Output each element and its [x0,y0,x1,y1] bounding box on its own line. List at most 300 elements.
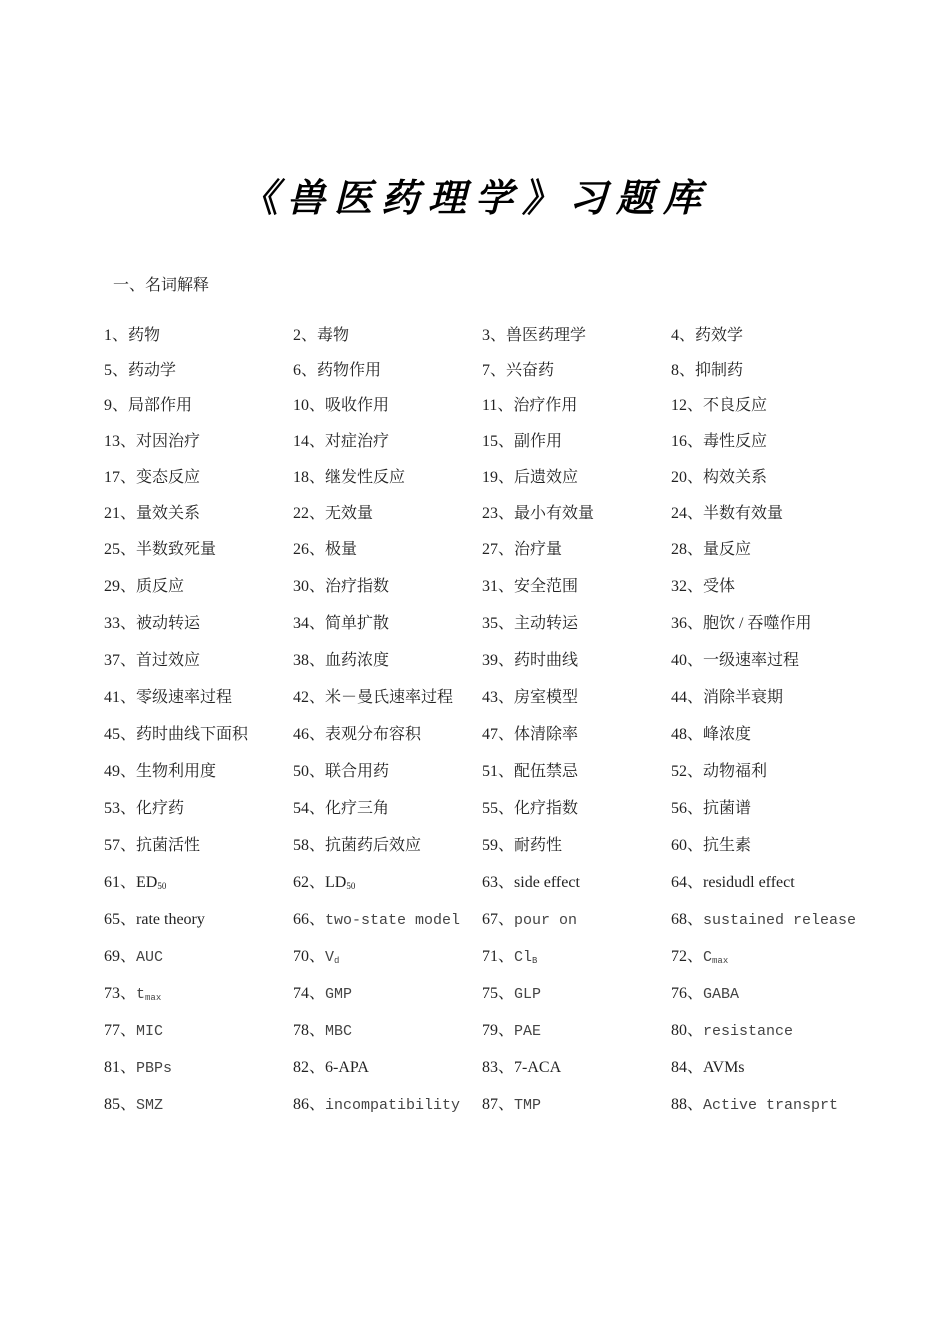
section-heading: 一、名词解释 [113,277,210,294]
term-text [514,912,577,929]
term-text [513,397,577,414]
term-number: 73、 [104,985,137,1002]
term-item [671,538,751,562]
term-row [104,908,904,932]
term-item [293,723,421,747]
term-number: 19、 [482,469,515,486]
term-number: 77、 [104,1022,137,1039]
term-item [671,1093,838,1118]
term-item [104,982,161,1007]
term-item [482,612,578,636]
term-number: 28、 [671,541,704,558]
term-text-main: 毒物 [317,327,350,344]
term-item [482,649,578,673]
term-row [104,760,904,784]
term-text [325,505,373,522]
term-number: 34、 [293,615,326,632]
term-text-main: 对症治疗 [325,433,390,450]
term-text [325,874,355,891]
term-number: 78、 [293,1022,326,1039]
term-text [703,652,799,669]
term-number: 35、 [482,615,515,632]
term-row [104,945,904,969]
term-text-main: 半数有效量 [703,505,784,522]
term-number: 15、 [482,433,515,450]
term-number: 20、 [671,469,704,486]
term-row [104,1093,904,1117]
term-text-main: 受体 [703,578,736,595]
term-text [703,763,767,780]
term-text [136,726,248,743]
term-text [514,541,562,558]
term-text-main: SMZ [136,1097,164,1114]
term-item [482,982,541,1007]
term-text [136,689,232,706]
term-text [703,949,728,966]
term-text [703,578,735,595]
term-number: 9、 [104,397,129,414]
term-text-main: GABA [703,986,740,1003]
term-item [671,612,811,636]
term-text-main: 化疗药 [136,800,185,817]
term-text [325,726,421,743]
term-number: 1、 [104,327,129,344]
term-item [104,538,216,562]
term-number: 37、 [104,652,137,669]
term-number: 81、 [104,1059,137,1076]
term-text-main: 简单扩散 [325,615,390,632]
term-text-main: 生物利用度 [136,763,217,780]
term-number: 16、 [671,433,704,450]
term-item [671,1056,745,1080]
term-text [703,541,751,558]
term-item [482,760,578,784]
term-text [136,1060,172,1077]
term-row [104,502,904,526]
term-text [136,615,200,632]
term-text [136,874,166,891]
term-number: 50、 [293,763,326,780]
term-text [136,800,184,817]
term-number: 69、 [104,948,137,965]
term-text-main: pour on [514,912,578,929]
term-number: 23、 [482,505,515,522]
term-item [482,871,580,895]
term-item [104,649,200,673]
term-text-main: 消除半衰期 [703,689,784,706]
term-text [514,800,578,817]
term-row [104,324,904,348]
term-number: 74、 [293,985,326,1002]
term-text [514,652,578,669]
term-text-main: 房室模型 [514,689,579,706]
term-number: 17、 [104,469,137,486]
term-number: 6、 [293,362,318,379]
term-item [293,982,352,1007]
term-item [104,871,166,895]
term-item [482,324,586,348]
term-number: 64、 [671,874,704,891]
term-number: 30、 [293,578,326,595]
term-item [104,797,184,821]
term-number: 62、 [293,874,326,891]
term-text [514,763,578,780]
term-item [104,394,192,418]
term-text-main: 量反应 [703,541,752,558]
term-item [671,723,751,747]
term-text [514,689,578,706]
term-subscript: 50 [346,881,356,891]
term-text-main: 体清除率 [514,726,579,743]
term-text-main: 药效学 [695,327,744,344]
term-text [703,1023,793,1040]
term-text [695,362,743,379]
term-text [703,726,751,743]
term-number: 26、 [293,541,326,558]
term-number: 18、 [293,469,326,486]
term-text [695,327,743,344]
term-text [325,689,453,706]
term-item [482,502,594,526]
term-text-main: resistance [703,1023,794,1040]
term-text-main: 峰浓度 [703,726,752,743]
term-number: 21、 [104,505,137,522]
term-text [703,505,783,522]
term-item [293,686,453,710]
term-number: 12、 [671,397,704,414]
term-item [671,982,739,1007]
term-number: 85、 [104,1096,137,1113]
term-text-main: 抗菌药后效应 [325,837,422,854]
term-number: 68、 [671,911,704,928]
term-number: 25、 [104,541,137,558]
term-row [104,612,904,636]
term-text-main: 治疗量 [514,541,563,558]
term-number: 27、 [482,541,515,558]
term-text [703,874,795,891]
term-text-main: 半数致死量 [136,541,217,558]
term-text-main: GMP [325,986,353,1003]
term-text-main: 药时曲线下面积 [136,726,249,743]
term-text [325,912,460,929]
term-text-main: ED [136,874,158,891]
term-item [482,575,578,599]
term-number: 87、 [482,1096,515,1113]
term-text [703,615,811,632]
term-text [325,578,389,595]
term-text [317,362,381,379]
term-item [104,430,200,454]
term-number: 22、 [293,505,326,522]
term-number: 3、 [482,327,507,344]
term-number: 45、 [104,726,137,743]
term-row [104,359,904,383]
term-text-main: 治疗指数 [325,578,390,595]
term-number: 83、 [482,1059,515,1076]
term-item [671,797,751,821]
term-text [136,986,161,1003]
term-number: 53、 [104,800,137,817]
term-item [482,908,577,933]
term-text-main: 动物福利 [703,763,768,780]
term-item [293,797,389,821]
term-item [104,502,200,526]
term-row [104,575,904,599]
term-item [293,1056,369,1080]
term-text-main: PBPs [136,1060,173,1077]
term-text [703,433,767,450]
term-text [325,433,389,450]
term-text-main: incompatibility [325,1097,461,1114]
term-subscript: 50 [157,881,167,891]
term-number: 59、 [482,837,515,854]
term-text-main: 表观分布容积 [325,726,422,743]
term-row [104,797,904,821]
term-text-main: 首过效应 [136,652,201,669]
term-item [671,760,767,784]
term-text-main: 兽医药理学 [506,327,587,344]
term-item [293,649,389,673]
term-item [482,723,578,747]
term-number: 88、 [671,1096,704,1113]
term-item [293,908,460,933]
term-number: 79、 [482,1022,515,1039]
term-text [325,652,389,669]
document-title: 《兽医药理学》习题库 [239,175,710,220]
term-number: 39、 [482,652,515,669]
term-text-main: 6-APA [325,1059,369,1076]
term-text-main: 极量 [325,541,358,558]
term-number: 11、 [482,397,514,414]
term-text [325,1059,369,1076]
term-text [325,763,389,780]
term-text [506,362,554,379]
term-row [104,834,904,858]
term-text [136,433,200,450]
term-number: 80、 [671,1022,704,1039]
term-number: 52、 [671,763,704,780]
term-number: 71、 [482,948,515,965]
term-item [671,834,751,858]
term-number: 36、 [671,615,704,632]
term-item [293,430,389,454]
term-text-main: 对因治疗 [136,433,201,450]
term-text-main: V [325,949,335,966]
term-number: 72、 [671,948,704,965]
term-item [293,1019,352,1044]
term-text [136,763,216,780]
term-item [293,466,405,490]
term-number: 51、 [482,763,515,780]
term-text-main: 抗菌活性 [136,837,201,854]
term-text-main: 抗菌谱 [703,800,752,817]
term-number: 49、 [104,763,137,780]
term-text [325,541,357,558]
term-number: 44、 [671,689,704,706]
term-item [293,575,389,599]
term-number: 55、 [482,800,515,817]
term-text-main: 配伍禁忌 [514,763,579,780]
term-subscript: max [145,993,162,1003]
term-item [482,1093,541,1118]
term-row [104,1056,904,1080]
term-row [104,723,904,747]
term-text [514,1097,541,1114]
term-item [671,575,735,599]
term-item [671,649,799,673]
term-text-main: 最小有效量 [514,505,595,522]
term-item [104,760,216,784]
term-item [671,359,743,383]
term-text [136,1023,163,1040]
term-item [482,359,554,383]
term-number: 14、 [293,433,326,450]
term-number: 65、 [104,911,137,928]
term-item [104,686,232,710]
term-item [104,834,200,858]
term-row [104,686,904,710]
term-number: 84、 [671,1059,704,1076]
term-text-main: rate theory [136,911,205,928]
term-item [104,1093,163,1118]
term-text-main: Cl [514,949,533,966]
term-text-main: 化疗三角 [325,800,390,817]
term-row [104,1019,904,1043]
term-text [136,1097,163,1114]
term-text-main: 零级速率过程 [136,689,233,706]
term-number: 42、 [293,689,326,706]
term-item [104,1019,163,1044]
term-text [136,505,200,522]
term-item [482,538,562,562]
term-text [325,469,405,486]
term-text [703,1059,745,1076]
term-text-main: 药物 [128,327,161,344]
term-item [293,359,381,383]
term-item [293,834,421,858]
term-text-main: 量效关系 [136,505,201,522]
term-item [482,797,578,821]
term-text-main: 副作用 [514,433,563,450]
term-text [325,837,421,854]
term-text [136,469,200,486]
term-item [104,466,200,490]
term-text-main: 血药浓度 [325,652,390,669]
term-item [293,502,373,526]
term-text [136,578,184,595]
term-text [703,837,751,854]
term-item [482,834,562,858]
term-text-main: 无效量 [325,505,374,522]
term-text-main: PAE [514,1023,542,1040]
term-text [514,986,541,1003]
term-text [128,397,192,414]
term-text [325,800,389,817]
term-item [104,1056,172,1081]
term-number: 40、 [671,652,704,669]
term-text [514,1023,541,1040]
term-text [703,469,767,486]
term-text [703,1097,838,1114]
term-item [482,1056,561,1080]
term-number: 70、 [293,948,326,965]
term-number: 43、 [482,689,515,706]
term-item [671,686,783,710]
term-text [703,986,739,1003]
term-text-main: 安全范围 [514,578,579,595]
term-number: 58、 [293,837,326,854]
term-text-main: sustained release [703,912,857,929]
term-number: 57、 [104,837,137,854]
term-text-main: residudl effect [703,874,795,891]
term-row [104,649,904,673]
term-number: 75、 [482,985,515,1002]
term-text [317,327,349,344]
term-text-main: 耐药性 [514,837,563,854]
term-text [514,615,578,632]
term-text-main: 不良反应 [703,397,768,414]
term-item [671,908,856,933]
term-text-main: 米－曼氏速率过程 [325,689,454,706]
term-text-main: 一级速率过程 [703,652,800,669]
term-item [104,359,176,383]
term-item [671,871,795,895]
term-subscript: max [712,956,729,966]
term-number: 13、 [104,433,137,450]
term-item [671,430,767,454]
term-item [482,466,578,490]
term-number: 63、 [482,874,515,891]
term-text-main: 构效关系 [703,469,768,486]
term-text-main: 质反应 [136,578,185,595]
term-item [482,430,562,454]
term-number: 54、 [293,800,326,817]
term-item [482,686,578,710]
term-text [325,1097,460,1114]
term-text-main: 后遗效应 [514,469,579,486]
term-text-main: 抗生素 [703,837,752,854]
term-number: 4、 [671,327,696,344]
term-number: 86、 [293,1096,326,1113]
term-row [104,466,904,490]
term-text [514,433,562,450]
term-item [293,760,389,784]
term-row [104,538,904,562]
term-item [293,324,349,348]
term-item [671,394,767,418]
term-row [104,394,904,418]
term-number: 56、 [671,800,704,817]
term-item [104,575,184,599]
term-text-main: Active transprt [703,1097,839,1114]
term-text-main: AUC [136,949,164,966]
term-text [514,505,594,522]
term-text [136,541,216,558]
term-row [104,430,904,454]
term-text-main: 抑制药 [695,362,744,379]
term-item [104,908,205,932]
term-subscript: B [532,956,538,966]
term-text [703,689,783,706]
term-text [703,912,856,929]
term-item [293,871,355,895]
term-text-main: 变态反应 [136,469,201,486]
term-item [104,723,248,747]
term-item [671,945,728,970]
term-item [482,394,577,418]
term-item [293,1093,460,1118]
term-number: 46、 [293,726,326,743]
